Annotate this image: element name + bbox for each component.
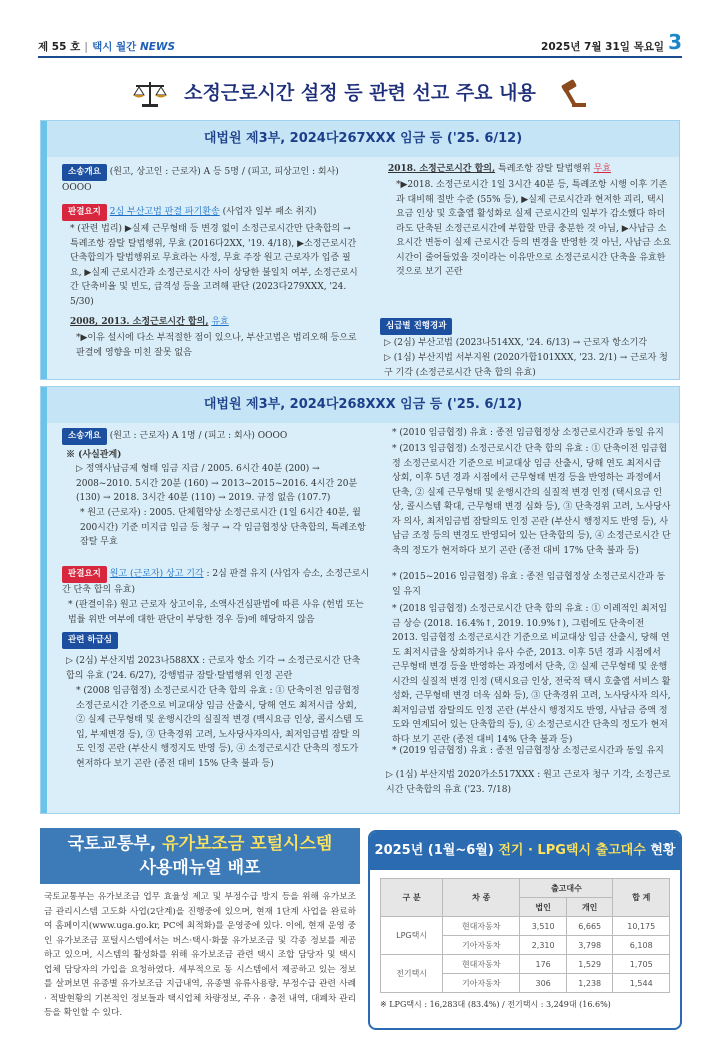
portal-body: 국토교통부는 유가보조금 업무 효율성 제고 및 부정수급 방지 등을 위해 유가보조금 관리시스템 고도화 사업(2단계)을 진행중에 있으며, 현재 1단계 사업을 완료하여 홈페이지(www.uga.go.kr, PC에 최적화)를 운영중에 있다. 이에, 현재 운영 중인 유가보조금 포털시스템에서는 버스·택시·화물 유가보조금 및 각종 정보를 제공하고 있으며, 시스템의 활성화를 위해 유가보조금 관련 택시 조합 담당자 및 택시 업체 담당자의 가입을 요청하였다. 세부적으로 동 시스템에서 제공하고 있는 정보를 살펴보면 유종별 유가보조금 지급내역, 유종별 유류사용량, 부정수급 관련 사례 · 적발현황의 기본적인 정보들과 택시업체 차량정보, 주유 · 충전 내역, 대폐차 관리 등을 확인할 수 있다. xyxy=(44,892,356,1018)
case2-r1: * (2010 임금협정) 유효 : 종전 임금협정상 소정근로시간과 동일 유지 xyxy=(392,428,664,438)
case1-line2008: 2008, 2013. 소정근로시간 합의, xyxy=(70,317,209,327)
case2-heading: 대법원 제3부, 2024다268XXX 임금 등 ('25. 6/12) xyxy=(47,387,679,423)
issue-date: 2025년 7월 31일 목요일 xyxy=(541,41,664,53)
stats-note: ※ LPG택시 : 16,283대 (83.4%) / 전기택시 : 3,249대 (16.6%) xyxy=(380,1000,611,1009)
case1-line2018-rest: 특례조항 잠탈 탈법행위 xyxy=(498,164,591,174)
case2-note-gist: * (판결이유) 원고 근로자 상고이유, 소액사건심판법에 따른 사유 (헌법 또는 법률 위반 여부에 대한 판단이 부당한 경우 등)에 해당하지 않음 xyxy=(68,600,364,625)
case2-facts-title: ※ (사실관계) xyxy=(66,450,122,460)
case2-summary: (원고 : 근로자) A 1명 / (피고 : 회사) OOOO xyxy=(109,431,288,441)
table-row: 기아자동차 2,310 3,798 6,108 xyxy=(381,936,670,955)
col-category: 구 분 xyxy=(381,879,443,917)
case2-summary-tag: 소송개요 xyxy=(62,428,107,445)
case1-trial2: ▷ (1심) 부산지법 서부지원 (2020가합101XXX, '23. 2/1) → 근로자 청구 기각 (소정근로시간 단축 합의 유효) xyxy=(384,353,668,378)
case2-gist-tag: 판결요지 xyxy=(62,566,107,583)
col-count: 출고대수 xyxy=(520,879,613,898)
case1-heading: 대법원 제3부, 2024다267XXX 임금 등 ('25. 6/12) xyxy=(47,121,679,157)
col-corp: 법인 xyxy=(520,898,567,917)
taxi-stats-box xyxy=(368,830,682,1030)
portal-title: 국토교통부, 유가보조금 포털시스템 사용매뉴얼 배포 xyxy=(40,828,360,884)
stats-title: 2025년 (1월~6월) 전기 · LPG택시 출고대수 현황 xyxy=(370,832,680,870)
case2-facts1: ▷ 정액사납금제 형태 임금 지급 / 2005. 6시간 40분 (200) → 2008~2010. 5시간 20분 (160) → 2013~2015~2016. 4시간 20분 (130) → 2018. 3시간 40분 (110) → 2019. 규정 없음 (107.7) xyxy=(76,464,358,503)
case2-facts2: * 원고 (근로자) : 2005. 단체협약상 소정근로시간 (1일 6시간 40분, 월 200시간) 기준 미지급 임금 등 청구 → 각 임금협정상 단축합의, 특례조항 잠탈 무효 xyxy=(80,508,366,547)
table-row: LPG택시 현대자동차 3,510 6,665 10,175 xyxy=(381,917,670,936)
paper-name-en: NEWS xyxy=(139,41,176,53)
case1-gist-tag: 판결요지 xyxy=(62,204,107,221)
stats-table xyxy=(380,878,670,993)
col-ind: 개인 xyxy=(566,898,613,917)
case1-note3: *▶2018. 소정근로시간 1일 3시간 40분 등, 특례조항 시행 이후 기존과 대비해 절반 수준 (55% 등), ▶실제 근로시간과 현저한 괴리, 택시요금 인상 및 호출앱 활성화로 실제 근로시간의 일부가 감소했다 하더라도 단축된 소정근로시간에 부합할 만큼 충분한 것 아님, ▶사납금 소요시간 변동이 실제 근로시간 등의 변경을 반영한 것 아닌, 사납금 소요시간이 줄어들었을 것이라는 이유만으로 소정근로시간 단축을 유효한 것으로 보기 곤란 xyxy=(396,180,671,277)
case2-r3: * (2015~2016 임금협정) 유효 : 종전 임금협정상 소정근로시간과 동일 유지 xyxy=(392,572,666,597)
case2-lower1: ▷ (2심) 부산지법 2023나588XX : 근로자 항소 기각 → 소정근로시간 단축합의 유효 ('24. 6/27), 강행법규 잠탈·탈법행위 인정 곤란 xyxy=(66,656,361,681)
header-left: 제 55 호 | 택시 월간 NEWS xyxy=(38,41,176,53)
case2-r4: * (2018 임금협정) 소정근로시간 단축 합의 유효 : ① 이례적인 최저임금 상승 (2018. 16.4%↑, 2019. 10.9%↑), 그럼에도 단축이전 2013. 임금협정 소정근로시간 기준으로 비교대상 임금 산출시, 당해 연도 최저시급을 상회하거나 유사 수준, 2013. 이후 5년 경과 시점에서 근무형태 변경 등을 반영하는 과정에서 단축, ② 실제 근무형태 및 운행시간의 실질적 변경 인정 (택시요금 인상, 전국적 택시 호출앱 서비스 활성화, 근무형태 변경 더욱 심화 등), ③ 단축경위 고려, 노사당사자 의사, 최저임금법 잠탈의도 인정 곤란 (부산시 행정지도 반영, 사납금 증액 정도와 연계되어 있는 단축합의 등), ④ 소정근로시간 단축의 정도가 현저하다 보기 곤란 (종전 대비 14% 단축 불과 등) xyxy=(392,604,671,745)
page-title: 소정근로시간 설정 등 관련 선고 주요 내용 xyxy=(0,78,720,109)
case2-lower2: * (2008 임금협정) 소정근로시간 단축 합의 유효 : ① 단축이전 임금협정 소정근로시간 기준으로 비교대상 임금 산출시, 당해 연도 최저시급 상회, ② 실제 근무형태 및 운행시간의 실질적 변경 (백시요금 인상, 콜시스템 도입, 부제변경 등), ③ 단축경위 고려, 노사당사자의사, 최저임금법 잠탈 의도 인정 곤란 (부산시 행정지도 반영 등), ④ 소정근로시간 단축의 정도가 현저하다 보기 곤란 (종전 대비 15% 단축 불과 등) xyxy=(76,686,364,769)
gavel-icon xyxy=(552,79,588,109)
case1-line2008-link[interactable]: 유효 xyxy=(211,317,229,327)
case1-line2018-link[interactable]: 무효 xyxy=(593,164,611,174)
case1-trial1: ▷ (2심) 부산고법 (2023나514XX, '24. 6/13) → 근로자 항소기각 xyxy=(384,338,647,348)
case2-r6: ▷ (1심) 부산지법 2020가소517XXX : 원고 근로자 청구 기각, 소정근로시간 단축합의 유효 ('23. 7/18) xyxy=(386,770,671,795)
case1-note1: * (관련 법리) ▶실제 근무형태 등 변경 없이 소정근로시간만 단축합의 → 특례조항 잠탈 탈법행위, 무효 (2016다2XX, '19. 4/18), ▶소정근로시간 단축합의가 탈법행위로 무효라는 사정, 무효 주장 원고 근로자가 입증 필요, ▶실제 근로시간과 소정근로시간 사이 상당한 불일치 여부, 소정근로시간 단축비율 및 빈도, 급격성 등을 고려해 판단 (2023다279XXX, '24. 5/30) xyxy=(70,224,358,307)
issue-number: 제 55 호 xyxy=(38,41,81,53)
portal-article xyxy=(40,828,360,1027)
case1-gist-link[interactable]: 2심 부산고법 판결 파기환송 xyxy=(109,207,220,217)
case2-r5: * (2019 임금협정) 유효 : 종전 임금협정상 소정근로시간과 동일 유지 xyxy=(392,746,664,756)
case2-lower-tag: 관련 하급심 xyxy=(62,632,118,649)
paper-name: 택시 월간 xyxy=(92,41,137,53)
case1-summary: (원고, 상고인 : 근로자) A 등 5명 / (피고, 피상고인 : 회사) OOOO xyxy=(62,167,339,193)
case1-summary-tag: 소송개요 xyxy=(62,164,107,181)
col-type: 차 종 xyxy=(443,879,520,917)
col-total: 합 계 xyxy=(613,879,670,917)
case2-gist-link[interactable]: 원고 (근로자) 상고 기각 xyxy=(109,569,204,579)
case1-note2: *▶이유 설시에 다소 부적절한 점이 있으나, 부산고법은 법리오해 등으로 판결에 영향을 미친 잘못 없음 xyxy=(76,333,357,358)
case1-gist-rest: (사업자 일부 패소 취지) xyxy=(222,207,317,217)
table-row: 기아자동차 306 1,238 1,544 xyxy=(381,974,670,993)
case1-trial-tag: 심급별 진행경과 xyxy=(380,318,452,335)
table-row: 전기택시 현대자동차 176 1,529 1,705 xyxy=(381,955,670,974)
page-number: 3 xyxy=(668,30,682,54)
scales-icon xyxy=(132,79,168,109)
case1-line2018: 2018. 소정근로시간 합의, xyxy=(388,164,496,174)
case2-r2: * (2013 임금협정) 소정근로시간 단축 합의 유효 : ① 단축이전 임금협정 소정근로시간 기준으로 비교대상 임금 산출시, 당해 연도 최저시급 상회, 이후 5년 경과 시점에서 근무형태 변경 등을 반영하는 과정에서 단축, ② 실제 근무형태 및 운행시간의 실질적 변경 인정 (택시요금 인상, 콜시스템 확대, 근무형태 변경 심화 등), ③ 단축경위 고려, 노사당사자 의사, 최저임금법 잠탈의도 인정 곤란 (부산시 행정지도 반영 등), 사납금 조정 등의 변경도 반영되어 있는 단축합의 등), ④ 소정근로시간 단축의 정도가 현저하다 보기 곤란 (종전 대비 17% 단축 불과 등) xyxy=(392,444,671,556)
page-header xyxy=(38,30,682,58)
case2-gist-rest: : 2심 판결 유지 (사업자 승소, 소정근로시간 단축 합의 유효) xyxy=(62,569,370,595)
